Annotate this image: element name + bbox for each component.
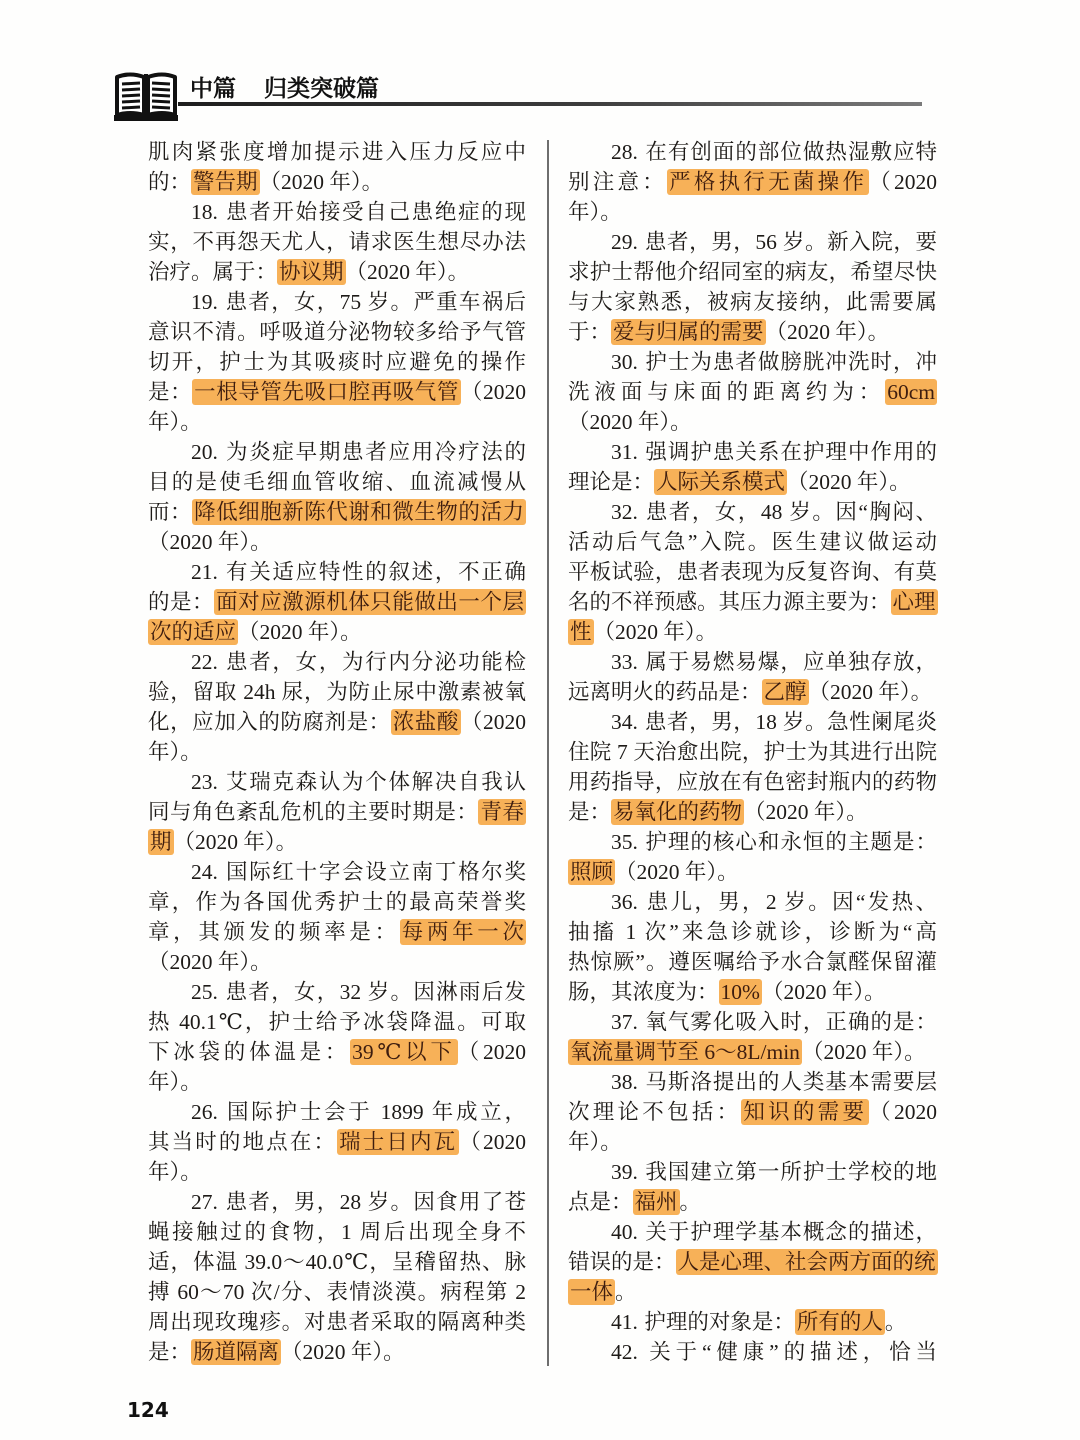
text-line xyxy=(148,167,526,197)
text-segment: 是： xyxy=(148,380,193,404)
text-line xyxy=(148,227,526,257)
text-line xyxy=(568,557,937,587)
question-number: 39. xyxy=(611,1160,638,1184)
text-segment: 远离明火的药品是： xyxy=(568,680,762,704)
text-line xyxy=(568,1337,937,1367)
text-segment: 肠，其浓度为： xyxy=(568,980,719,1004)
text-segment: 护士为患者做膀胱冲洗时，冲 xyxy=(644,350,937,374)
text-line xyxy=(568,1037,937,1067)
text-line xyxy=(148,317,526,347)
question-number: 37. xyxy=(611,1010,638,1034)
header-rule xyxy=(178,102,922,106)
text-line xyxy=(148,1217,526,1247)
text-segment: 在有创面的部位做热湿敷应特 xyxy=(644,140,937,164)
highlighted-answer: 严格执行无菌操作 xyxy=(669,170,868,194)
question-item xyxy=(568,1307,937,1337)
highlighted-answer: 降低细胞新陈代谢和微生物的活力 xyxy=(194,500,524,524)
text-segment: 患儿，男，2 岁。因“发热、 xyxy=(644,890,937,914)
text-line xyxy=(568,197,937,227)
highlighted-answer: 一根导管先吸口腔再吸气管 xyxy=(194,380,459,404)
text-segment: 国际护士会于 1899 年成立， xyxy=(224,1100,526,1124)
text-line xyxy=(568,317,937,347)
text-line xyxy=(568,467,937,497)
text-segment: 名的不祥预感。其压力源主要为： xyxy=(568,590,891,614)
text-segment: 关于护理学基本概念的描述， xyxy=(644,1220,937,1244)
text-segment: （2020 xyxy=(460,380,526,404)
highlighted-answer: 照顾 xyxy=(570,860,614,884)
text-segment: 年）。 xyxy=(148,1070,202,1094)
text-segment: （2020 年）。 xyxy=(238,620,362,644)
text-segment: 肌肉紧张度增加提示进入压力反应中 xyxy=(148,140,526,164)
text-segment: 热惊厥”。遵医嘱给予水合氯醛保留灌 xyxy=(568,950,937,974)
question-number: 34. xyxy=(611,710,638,734)
column-divider xyxy=(547,140,549,1366)
question-item xyxy=(148,137,526,197)
text-line xyxy=(568,377,937,407)
text-segment: 护理的核心和永恒的主题是： xyxy=(644,830,937,854)
question-number: 36. xyxy=(611,890,638,914)
page-number: 124 xyxy=(127,1398,169,1422)
question-number: 28. xyxy=(611,140,638,164)
text-line xyxy=(568,1067,937,1097)
question-number: 42. xyxy=(611,1340,638,1364)
highlighted-answer: 60cm xyxy=(887,380,935,404)
text-segment: 治疗。属于： xyxy=(148,260,278,284)
text-line xyxy=(568,407,937,437)
text-segment: 求护士帮他介绍同室的病友，希望尽快 xyxy=(568,260,937,284)
text-segment: 切开，护士为其吸痰时应避免的操作 xyxy=(148,350,526,374)
text-line xyxy=(568,1097,937,1127)
text-segment: （2020 年）。 xyxy=(761,980,886,1004)
text-line xyxy=(568,977,937,1007)
text-segment: 点是： xyxy=(568,1190,633,1214)
text-segment: （2020 年）。 xyxy=(148,950,272,974)
text-segment: （2020 年）。 xyxy=(787,470,911,494)
text-line xyxy=(148,287,526,317)
text-segment: 国际红十字会设立南丁格尔奖 xyxy=(224,860,526,884)
question-item xyxy=(568,137,937,227)
text-line xyxy=(148,977,526,1007)
text-segment: 患者，男，18 岁。急性阑尾炎 xyxy=(644,710,937,734)
text-line xyxy=(568,1247,937,1277)
question-item xyxy=(568,437,937,497)
text-line xyxy=(148,137,526,167)
text-line xyxy=(148,467,526,497)
text-line xyxy=(148,707,526,737)
text-line xyxy=(568,1277,937,1307)
text-line xyxy=(568,1217,937,1247)
question-number: 22. xyxy=(191,650,218,674)
question-item xyxy=(148,767,526,857)
text-segment: 化，应加入的防腐剂是： xyxy=(148,710,391,734)
text-segment: 患者，男，56 岁。新入院，要 xyxy=(644,230,937,254)
question-item xyxy=(148,647,526,767)
highlighted-answer: 每两年一次 xyxy=(401,920,524,944)
text-segment: 热 40.1℃，护士给予冰袋降温。可取 xyxy=(148,1010,526,1034)
text-segment: 马斯洛提出的人类基本需要层 xyxy=(644,1070,937,1094)
question-item xyxy=(148,1097,526,1187)
text-segment: 年）。 xyxy=(568,200,622,224)
text-segment: 年）。 xyxy=(568,1130,622,1154)
text-segment: 平板试验，患者表现为反复咨询、有莫 xyxy=(568,560,937,584)
text-segment: 。 xyxy=(615,1280,637,1304)
highlighted-answer: 福州 xyxy=(634,1190,678,1214)
highlighted-answer: 浓盐酸 xyxy=(392,710,459,734)
text-segment: 患者，女，为行内分泌功能检 xyxy=(224,650,526,674)
text-segment: 患者，男，28 岁。因食用了苍 xyxy=(224,1190,526,1214)
text-line xyxy=(148,827,526,857)
text-line xyxy=(568,887,937,917)
text-segment: （2020 xyxy=(459,1130,526,1154)
highlighted-answer: 知识的需要 xyxy=(743,1100,868,1124)
text-line xyxy=(568,1007,937,1037)
text-line xyxy=(568,167,937,197)
text-line xyxy=(568,1307,937,1337)
text-segment: 年）。 xyxy=(148,740,202,764)
section-title: 归类突破篇 xyxy=(264,76,379,102)
text-segment: 次理论不包括： xyxy=(568,1100,742,1124)
text-line xyxy=(148,557,526,587)
part-label: 中篇 xyxy=(190,76,236,102)
text-segment: 验，留取 24h 尿，为防止尿中激素被氧 xyxy=(148,680,526,704)
text-segment: （2020 年）。 xyxy=(765,320,890,344)
text-line xyxy=(568,857,937,887)
text-segment: 理论是： xyxy=(568,470,655,494)
question-item xyxy=(568,647,937,707)
text-segment: 蝇接触过的食物，1 周后出现全身不 xyxy=(148,1220,526,1244)
text-segment: （2020 年）。 xyxy=(148,530,272,554)
highlighted-answer: 性 xyxy=(570,620,592,644)
text-line xyxy=(568,137,937,167)
question-number: 25. xyxy=(191,980,218,1004)
question-item xyxy=(568,707,937,827)
question-item xyxy=(568,1157,937,1217)
highlighted-answer: 肠道隔离 xyxy=(193,1340,280,1364)
text-segment: （2020 xyxy=(460,710,526,734)
text-segment: 患者，女，32 岁。因淋雨后发 xyxy=(224,980,526,1004)
question-item xyxy=(568,1067,937,1157)
text-line xyxy=(148,647,526,677)
text-line xyxy=(568,647,937,677)
text-line xyxy=(148,797,526,827)
text-line xyxy=(148,1097,526,1127)
question-number: 20. xyxy=(191,440,218,464)
highlighted-answer: 面对应激源机体只能做出一个层 xyxy=(216,590,524,614)
question-item xyxy=(568,497,937,647)
text-line xyxy=(148,1007,526,1037)
text-segment: （2020 xyxy=(457,1040,526,1064)
text-segment: 的： xyxy=(148,170,192,194)
text-segment: 强调护患关系在护理中作用的 xyxy=(644,440,937,464)
text-line xyxy=(148,1307,526,1337)
text-line xyxy=(148,617,526,647)
text-segment: 是： xyxy=(568,800,612,824)
question-number: 21. xyxy=(191,560,218,584)
question-number: 29. xyxy=(611,230,638,254)
text-line xyxy=(568,917,937,947)
question-item xyxy=(148,197,526,287)
text-line xyxy=(568,1127,937,1157)
text-segment: 为炎症早期患者应用冷疗法的 xyxy=(224,440,526,464)
text-line xyxy=(148,1067,526,1097)
text-line xyxy=(568,617,937,647)
text-segment: （2020 年）。 xyxy=(808,680,933,704)
highlighted-answer: 心理 xyxy=(892,590,936,614)
highlighted-answer: 期 xyxy=(150,830,172,854)
text-line xyxy=(148,737,526,767)
question-item xyxy=(568,227,937,347)
text-line xyxy=(568,257,937,287)
text-segment: 属于易燃易爆，应单独存放， xyxy=(644,650,937,674)
text-line xyxy=(568,287,937,317)
text-line xyxy=(568,437,937,467)
text-segment: 我国建立第一所护士学校的地 xyxy=(644,1160,937,1184)
right-column xyxy=(568,137,937,1367)
question-number: 26. xyxy=(191,1100,218,1124)
question-item xyxy=(568,827,937,887)
text-segment: 适，体温 39.0～40.0℃，呈稽留热、脉 xyxy=(148,1250,526,1274)
highlighted-answer: 所有的人 xyxy=(796,1310,883,1334)
text-segment: （2020 年）。 xyxy=(593,620,718,644)
text-segment: 洗液面与床面的距离约为： xyxy=(568,380,886,404)
highlighted-answer: 警告期 xyxy=(193,170,258,194)
highlighted-answer: 一体 xyxy=(570,1280,614,1304)
text-segment: （2020 年）。 xyxy=(281,1340,405,1364)
text-segment: （2020 年）。 xyxy=(259,170,384,194)
text-line xyxy=(148,1247,526,1277)
text-line xyxy=(148,917,526,947)
text-segment: 艾瑞克森认为个体解决自我认 xyxy=(224,770,526,794)
question-number: 31. xyxy=(611,440,638,464)
question-item xyxy=(568,1337,937,1367)
text-segment: （2020 年）。 xyxy=(615,860,739,884)
text-segment: （2020 年）。 xyxy=(173,830,298,854)
highlighted-answer: 协议期 xyxy=(279,260,344,284)
highlighted-answer: 爱与归属的需要 xyxy=(613,320,764,344)
text-line xyxy=(568,827,937,857)
text-segment: 章，作为各国优秀护士的最高荣誉奖 xyxy=(148,890,526,914)
text-line xyxy=(148,257,526,287)
text-line xyxy=(148,1277,526,1307)
highlighted-answer: 氧流量调节至 6～8L/min xyxy=(570,1040,800,1064)
text-line xyxy=(568,707,937,737)
text-segment: 。 xyxy=(884,1310,907,1334)
text-segment: 别注意： xyxy=(568,170,668,194)
text-line xyxy=(148,437,526,467)
question-number: 24. xyxy=(191,860,218,884)
text-line xyxy=(568,347,937,377)
question-item xyxy=(568,1217,937,1307)
question-number: 38. xyxy=(611,1070,638,1094)
text-segment: 活动后气急”入院。医生建议做运动 xyxy=(568,530,937,554)
question-item xyxy=(148,557,526,647)
text-segment: 下冰袋的体温是： xyxy=(148,1040,351,1064)
text-line xyxy=(148,1157,526,1187)
text-segment: 患者，女，48 岁。因“胸闷、 xyxy=(644,500,937,524)
question-item xyxy=(148,437,526,557)
text-segment: （2020 年）。 xyxy=(345,260,470,284)
highlighted-answer: 瑞士日内瓦 xyxy=(339,1130,458,1154)
text-line xyxy=(568,797,937,827)
text-segment: （2020 xyxy=(869,170,937,194)
text-segment: （2020 xyxy=(869,1100,937,1124)
text-line xyxy=(148,947,526,977)
text-segment: 用药指导，应放在有色密封瓶内的药物 xyxy=(568,770,937,794)
question-number: 23. xyxy=(191,770,218,794)
text-segment: （2020 年）。 xyxy=(568,410,692,434)
text-line xyxy=(148,587,526,617)
highlighted-answer: 次的适应 xyxy=(150,620,237,644)
question-item xyxy=(148,1187,526,1367)
question-item xyxy=(568,1007,937,1067)
text-segment: 目的是使毛细血管收缩、血流减慢从 xyxy=(148,470,526,494)
text-segment: （2020 年）。 xyxy=(801,1040,926,1064)
text-segment: （2020 年）。 xyxy=(744,800,868,824)
text-segment: 其当时的地点在： xyxy=(148,1130,338,1154)
highlighted-answer: 乙醇 xyxy=(763,680,807,704)
text-line xyxy=(568,587,937,617)
highlighted-answer: 易氧化的药物 xyxy=(613,800,743,824)
text-line xyxy=(148,1337,526,1367)
question-number: 19. xyxy=(191,290,218,314)
text-line xyxy=(568,497,937,527)
question-number: 32. xyxy=(611,500,638,524)
text-segment: 关于“健康”的描述，恰当 xyxy=(644,1340,937,1364)
text-line xyxy=(148,497,526,527)
text-segment: 而： xyxy=(148,500,193,524)
text-segment: 患者，女，75 岁。严重车祸后 xyxy=(224,290,526,314)
text-segment: 是： xyxy=(148,1340,192,1364)
question-item xyxy=(568,887,937,1007)
text-segment: 有关适应特性的叙述，不正确 xyxy=(224,560,526,584)
text-line xyxy=(568,677,937,707)
text-segment: 护理的对象是： xyxy=(644,1310,795,1334)
text-line xyxy=(568,947,937,977)
question-item xyxy=(148,977,526,1097)
text-line xyxy=(568,1157,937,1187)
text-line xyxy=(148,677,526,707)
text-segment: 年）。 xyxy=(148,1160,202,1184)
text-segment: 同与角色紊乱危机的主要时期是： xyxy=(148,800,479,824)
text-segment: 住院 7 天治愈出院，护士为其进行出院 xyxy=(568,740,937,764)
left-column xyxy=(148,137,526,1367)
question-number: 27. xyxy=(191,1190,218,1214)
text-line xyxy=(568,767,937,797)
highlighted-answer: 青春 xyxy=(480,800,524,824)
text-line xyxy=(148,767,526,797)
text-line xyxy=(568,1187,937,1217)
question-number: 40. xyxy=(611,1220,638,1244)
text-segment: 。 xyxy=(679,1190,702,1214)
text-line xyxy=(148,1127,526,1157)
question-item xyxy=(568,347,937,437)
text-line xyxy=(148,347,526,377)
highlighted-answer: 10% xyxy=(720,980,760,1004)
question-item xyxy=(148,857,526,977)
text-line xyxy=(148,1187,526,1217)
text-line xyxy=(148,887,526,917)
question-number: 30. xyxy=(611,350,638,374)
text-segment: 与大家熟悉，被病友接纳，此需要属 xyxy=(568,290,937,314)
text-line xyxy=(148,197,526,227)
question-number: 18. xyxy=(191,200,218,224)
question-number: 41. xyxy=(611,1310,638,1334)
text-line xyxy=(148,527,526,557)
text-segment: 周出现玫瑰疹。对患者采取的隔离种类 xyxy=(148,1310,526,1334)
question-number: 35. xyxy=(611,830,638,854)
question-item xyxy=(148,287,526,437)
text-segment: 意识不清。呼吸道分泌物较多给予气管 xyxy=(148,320,526,344)
page-header xyxy=(190,75,379,103)
highlighted-answer: 人际关系模式 xyxy=(656,470,786,494)
text-segment: 氧气雾化吸入时，正确的是： xyxy=(644,1010,937,1034)
text-segment: 患者开始接受自己患绝症的现 xyxy=(224,200,526,224)
text-segment: 抽搐 1 次”来急诊就诊，诊断为“高 xyxy=(568,920,937,944)
text-segment: 于： xyxy=(568,320,612,344)
text-line xyxy=(568,737,937,767)
text-segment: 错误的是： xyxy=(568,1250,676,1274)
text-segment: 年）。 xyxy=(148,410,202,434)
highlighted-answer: 39℃以下 xyxy=(352,1040,456,1064)
text-line xyxy=(148,1037,526,1067)
text-segment: 的是： xyxy=(148,590,215,614)
text-segment: 章，其颁发的频率是： xyxy=(148,920,400,944)
text-segment: 搏 60～70 次/分、表情淡漠。病程第 2 xyxy=(148,1280,526,1304)
text-line xyxy=(148,407,526,437)
text-segment: 实，不再怨天尤人，请求医生想尽办法 xyxy=(148,230,526,254)
text-line xyxy=(148,377,526,407)
highlighted-answer: 人是心理、社会两方面的统 xyxy=(677,1250,936,1274)
text-line xyxy=(568,527,937,557)
question-number: 33. xyxy=(611,650,638,674)
text-line xyxy=(568,227,937,257)
open-book-icon xyxy=(113,70,179,122)
text-line xyxy=(148,857,526,887)
